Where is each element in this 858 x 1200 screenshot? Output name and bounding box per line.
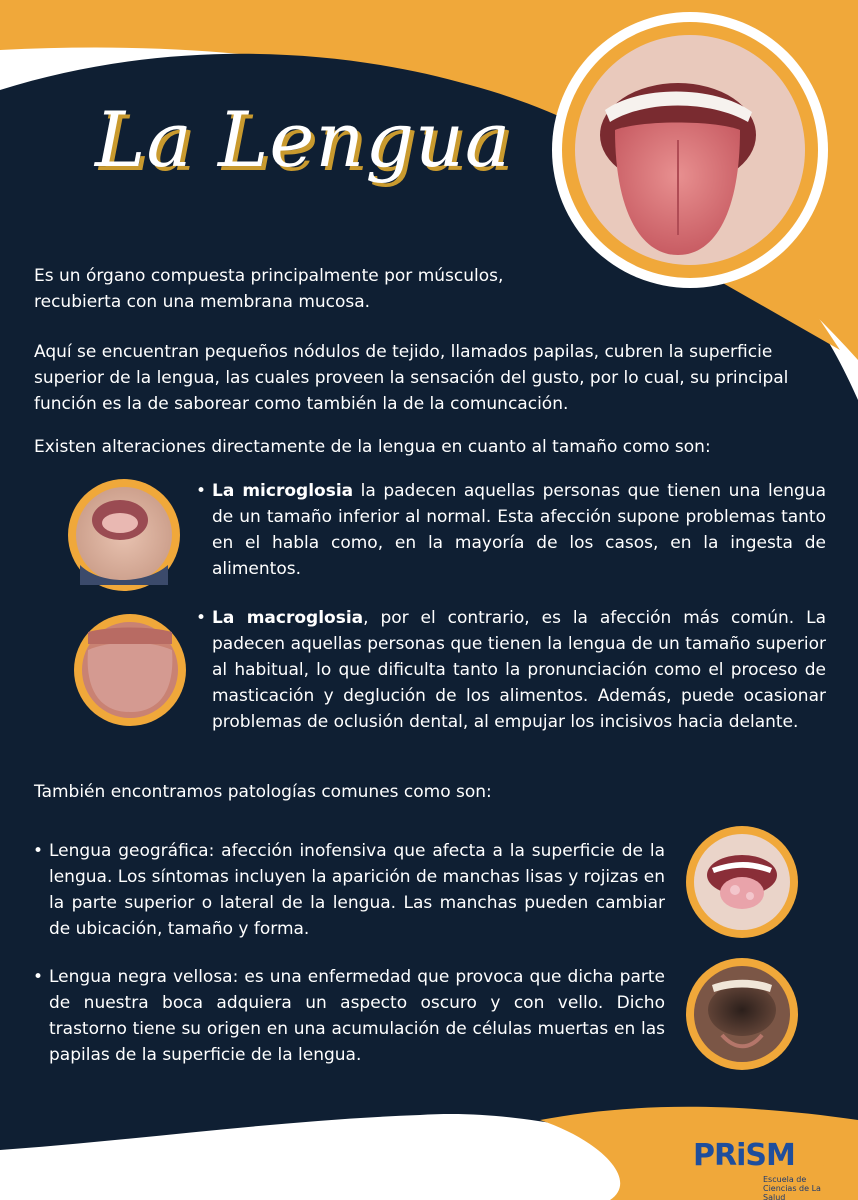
list-item-microglosia: [196, 478, 827, 582]
bullet-icon: •: [196, 481, 207, 501]
list-item-lengua-geografica: [33, 838, 665, 942]
intro-paragraph-3: Existen alteraciones directamente de la lengua en cuanto al tamaño como son:: [34, 437, 711, 457]
bullet-icon: •: [33, 841, 44, 861]
list-item-macroglosia: [196, 605, 826, 735]
text-lengua-geografica: Lengua geográfica: afección inofensiva que afecta a la superficie de la lengua. Los síntomas incluyen la aparición de manchas lisas y rojizas en la parte superior o lateral de la lengua. Las manchas pueden cambiar de ubicación, tamaño y forma.: [49, 841, 665, 939]
list-item-lengua-negra: [33, 964, 665, 1068]
intro-paragraph-1: Es un órgano compuesta principalmente por músculos, recubierta con una membrana mucosa.: [34, 266, 504, 312]
text-lengua-negra: Lengua negra vellosa: es una enfermedad que provoca que dicha parte de nuestra boca adquiera un aspecto oscuro y con vello. Dicho trastorno tiene su origen en una acumulación de células muertas en las papilas de la superficie de la lengua.: [49, 967, 665, 1065]
text-microglosia: la padecen aquellas personas que tienen una lengua de un tamaño inferior al normal. Esta afección supone problemas tanto en el habla como, en la mayoría de los casos, en la ingesta de alimentos.: [212, 481, 827, 579]
bullet-icon: •: [33, 967, 44, 987]
logo-ring-icon: [805, 1136, 835, 1166]
prism-logo: [693, 1130, 843, 1200]
text-macroglosia: , por el contrario, es la afección más común. La padecen aquellas personas que tienen la lengua de un tamaño superior al habitual, lo que dificulta tanto la pronunciación como el proceso de masticación y deglución de los alimentos. Además, puede ocasionar problemas de oclusión dental, al empujar los incisivos hacia delante.: [212, 608, 826, 732]
intro-paragraph-4: También encontramos patologías comunes como son:: [34, 782, 492, 802]
bullet-icon: •: [196, 608, 207, 628]
term-microglosia: La microglosia: [212, 481, 354, 501]
term-macroglosia: La macroglosia: [212, 608, 364, 628]
logo-name: PRiSM: [693, 1138, 795, 1173]
logo-subtitle: Escuela de Ciencias de La Salud: [763, 1175, 821, 1200]
intro-paragraph-2: Aquí se encuentran pequeños nódulos de tejido, llamados papilas, cubren la superficie superior de la lengua, las cuales proveen la sensación del gusto, por lo cual, su principal función es la de saborear como también la de la comuncación.: [34, 342, 789, 414]
page-title: La Lengua: [95, 95, 512, 184]
